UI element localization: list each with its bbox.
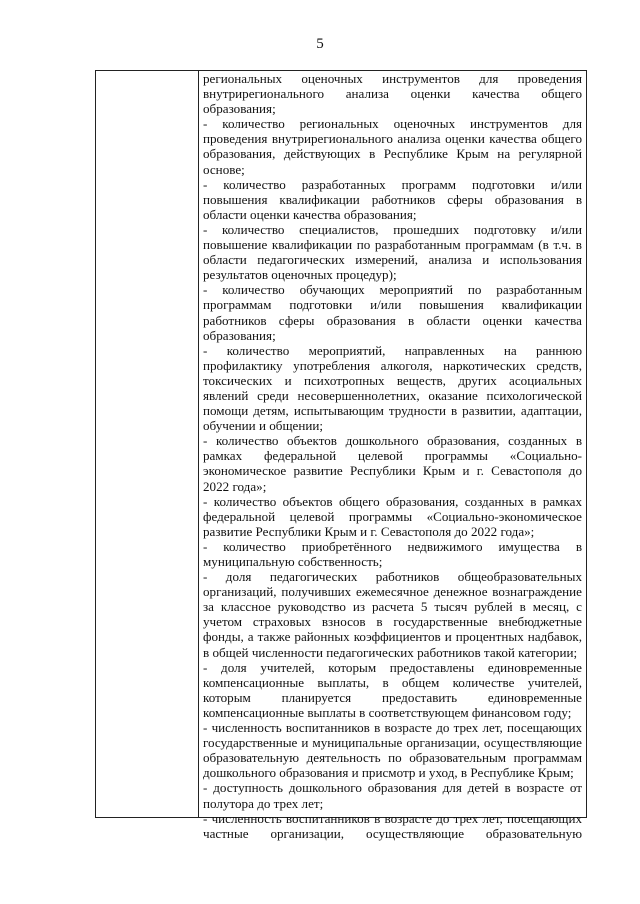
indicator-paragraph: - численность воспитанников в возрасте до трех лет, посещающих государственные и муниципальные организации, осуществляющие образовательную деятельность по образовательным программам дошкольного образования и присмотр и уход, в Республике Крым;: [203, 720, 582, 781]
indicator-paragraph: - количество приобретённого недвижимого имущества в муниципальную собственность;: [203, 538, 582, 569]
indicator-paragraph: - количество региональных оценочных инструментов для проведения внутрирегионального анализа оценки качества общего образования, действующих в Республике Крым на регулярной основе;: [203, 116, 582, 177]
indicator-paragraph: - количество специалистов, прошедших подготовку и/или повышение квалификации по разработанным программам (в т.ч. в области педагогических измерений, анализа и использования результатов оценочных процедур);: [203, 221, 582, 283]
content-table: [95, 70, 587, 841]
indicator-paragraph: - количество обучающих мероприятий по разработанным программам подготовки и/или повышения квалификации работников сферы образования в области оценки качества образования;: [203, 282, 582, 343]
indicator-paragraph: - количество объектов общего образования, созданных в рамках федеральной целевой программы «Социально-экономическое развитие Республики Крым и г. Севастополя до 2022 года»;: [203, 493, 582, 539]
page-number: 5: [316, 36, 324, 52]
indicator-paragraph: - количество разработанных программ подготовки и/или повышения квалификации работников сферы образования в области оценки качества образования;: [203, 176, 582, 222]
indicator-paragraph: - количество объектов дошкольного образования, созданных в рамках федеральной целевой программы «Социально-экономическое развитие Республики Крым и г. Севастополя до 2022 года»;: [203, 433, 582, 494]
indicator-paragraph: - доля педагогических работников общеобразовательных организаций, получивших ежемесячное денежное вознаграждение за классное руководство из расчета 5 тысяч рублей в месяц, с учетом страховых взносов в государственные внебюджетные фонды, а также районных коэффициентов и процентных надбавок, в общей численности педагогических работников такой категории;: [203, 569, 582, 660]
indicator-paragraph: - доля учителей, которым предоставлены единовременные компенсационные выплаты, в общем количестве учителей, которым планируется предоставить единовременные компенсационные выплаты в соответствующем финансовом году;: [203, 659, 582, 720]
indicator-paragraph: - численность воспитанников в возрасте до трех лет, посещающих частные организации, осуществляющие образовательную: [203, 810, 582, 841]
indicator-paragraph: - количество мероприятий, направленных на раннюю профилактику употребления алкоголя, наркотических средств, токсических и психотропных веществ, других асоциальных явлений среди несовершеннолетних, оказание психологической помощи детям, испытывающим трудности в развитии, адаптации, обучении и общении;: [203, 342, 582, 434]
indicator-paragraph: - доступность дошкольного образования для детей в возрасте от полутора до трех лет;: [203, 780, 582, 811]
table-left-column: [96, 71, 199, 817]
indicator-paragraph: региональных оценочных инструментов для проведения внутрирегионального анализа оценки качества общего образования;: [203, 71, 582, 117]
table-right-column: [199, 71, 586, 841]
